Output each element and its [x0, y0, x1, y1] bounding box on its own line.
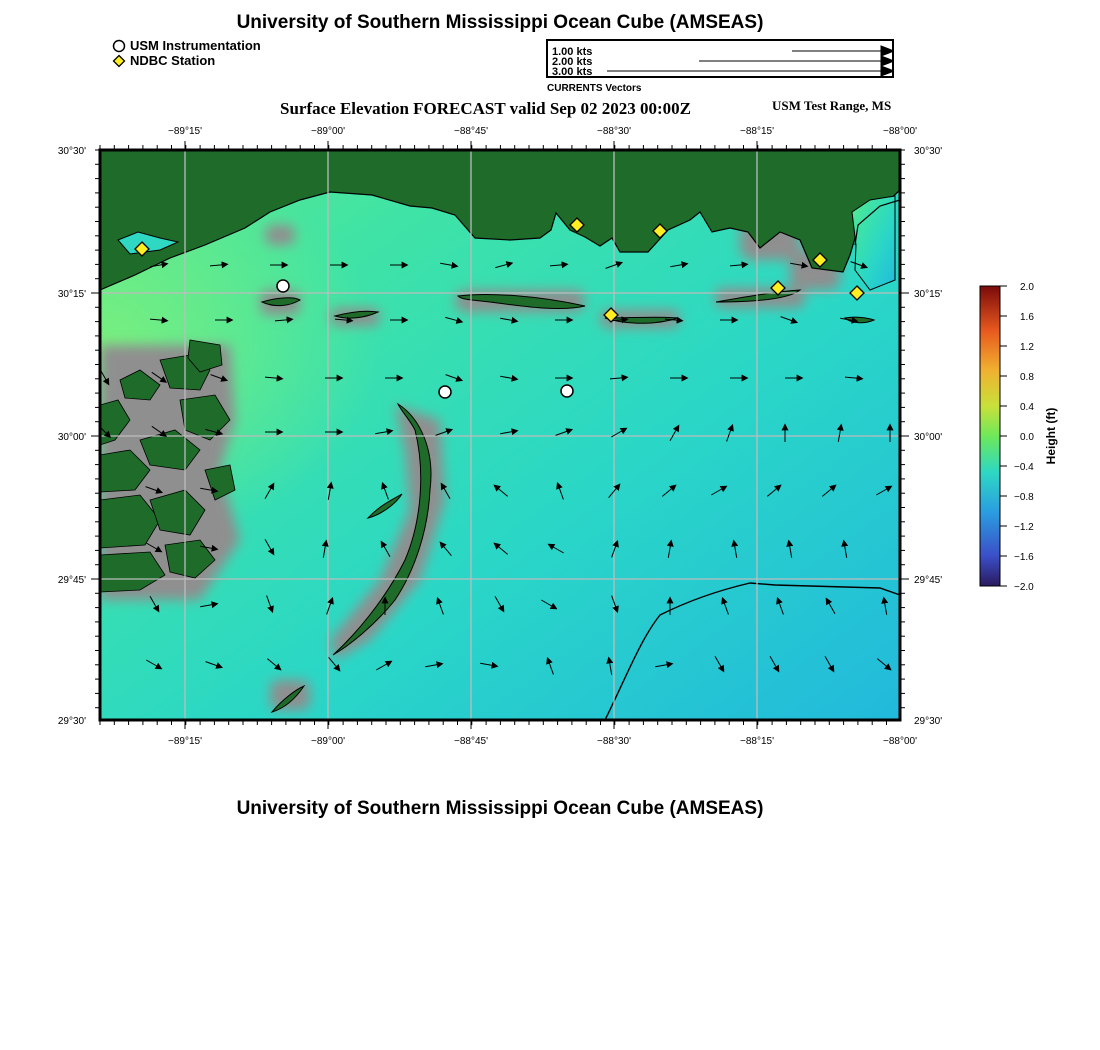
lat-label: 30°00' — [914, 432, 943, 443]
colorbar-label: −0.4 — [1014, 462, 1034, 473]
colorbar — [980, 286, 1000, 586]
colorbar-labels — [1014, 282, 1034, 593]
colorbar-label: 1.6 — [1020, 312, 1034, 323]
lat-label: 29°30' — [914, 716, 943, 727]
lon-label: −89°15' — [168, 126, 202, 137]
lat-label: 30°30' — [914, 146, 943, 157]
lon-label: −89°00' — [311, 736, 345, 747]
footer-title: University of Southern Mississippi Ocean Cube (AMSEAS) — [236, 798, 764, 819]
usm-marker — [439, 386, 451, 398]
colorbar-label: 1.2 — [1020, 342, 1034, 353]
lon-label: −89°00' — [311, 126, 345, 137]
usm-marker — [277, 280, 289, 292]
lon-labels-bottom — [168, 736, 917, 747]
vector-caption: CURRENTS Vectors — [547, 83, 642, 94]
vector-label-2: 2.00 kts — [552, 56, 593, 68]
colorbar-label: −2.0 — [1014, 582, 1034, 593]
lat-label: 30°00' — [57, 432, 86, 443]
lat-label: 30°15' — [914, 289, 943, 300]
range-name: USM Test Range, MS — [772, 98, 892, 113]
colorbar-label: 2.0 — [1020, 282, 1034, 293]
vector-label-3: 3.00 kts — [552, 66, 593, 78]
forecast-subtitle: Surface Elevation FORECAST valid Sep 02 2023 00:00Z — [280, 99, 692, 118]
lon-label: −88°30' — [597, 126, 631, 137]
legend-usm-label: USM Instrumentation — [130, 38, 261, 53]
legend-ndbc-label: NDBC Station — [130, 53, 216, 68]
lon-label: −88°45' — [454, 126, 488, 137]
colorbar-label: −1.6 — [1014, 552, 1034, 563]
colorbar-ticks — [1000, 286, 1007, 586]
colorbar-label: 0.4 — [1020, 402, 1034, 413]
lon-label: −88°00' — [883, 126, 917, 137]
colorbar-label: 0.0 — [1020, 432, 1034, 443]
colorbar-label: −1.2 — [1014, 522, 1034, 533]
lon-labels-top — [168, 126, 917, 137]
lon-label: −88°15' — [740, 126, 774, 137]
lon-label: −89°15' — [168, 736, 202, 747]
lat-labels-left — [58, 146, 86, 727]
lat-label: 29°45' — [914, 575, 943, 586]
colorbar-title: Height (ft) — [1044, 407, 1058, 465]
map-title: University of Southern Mississippi Ocean Cube (AMSEAS) — [236, 12, 764, 33]
vector-label-1: 1.00 kts — [552, 46, 593, 58]
colorbar-label: 0.8 — [1020, 372, 1034, 383]
lon-label: −88°15' — [740, 736, 774, 747]
lat-label: 29°30' — [57, 716, 86, 727]
lat-label: 30°30' — [57, 146, 86, 157]
colorbar-label: −0.8 — [1014, 492, 1034, 503]
usm-marker — [561, 385, 573, 397]
lat-label: 29°45' — [57, 575, 86, 586]
lon-label: −88°30' — [597, 736, 631, 747]
lon-label: −88°45' — [454, 736, 488, 747]
lon-label: −88°00' — [883, 736, 917, 747]
lat-label: 30°15' — [57, 289, 86, 300]
lat-labels-right — [914, 146, 942, 727]
